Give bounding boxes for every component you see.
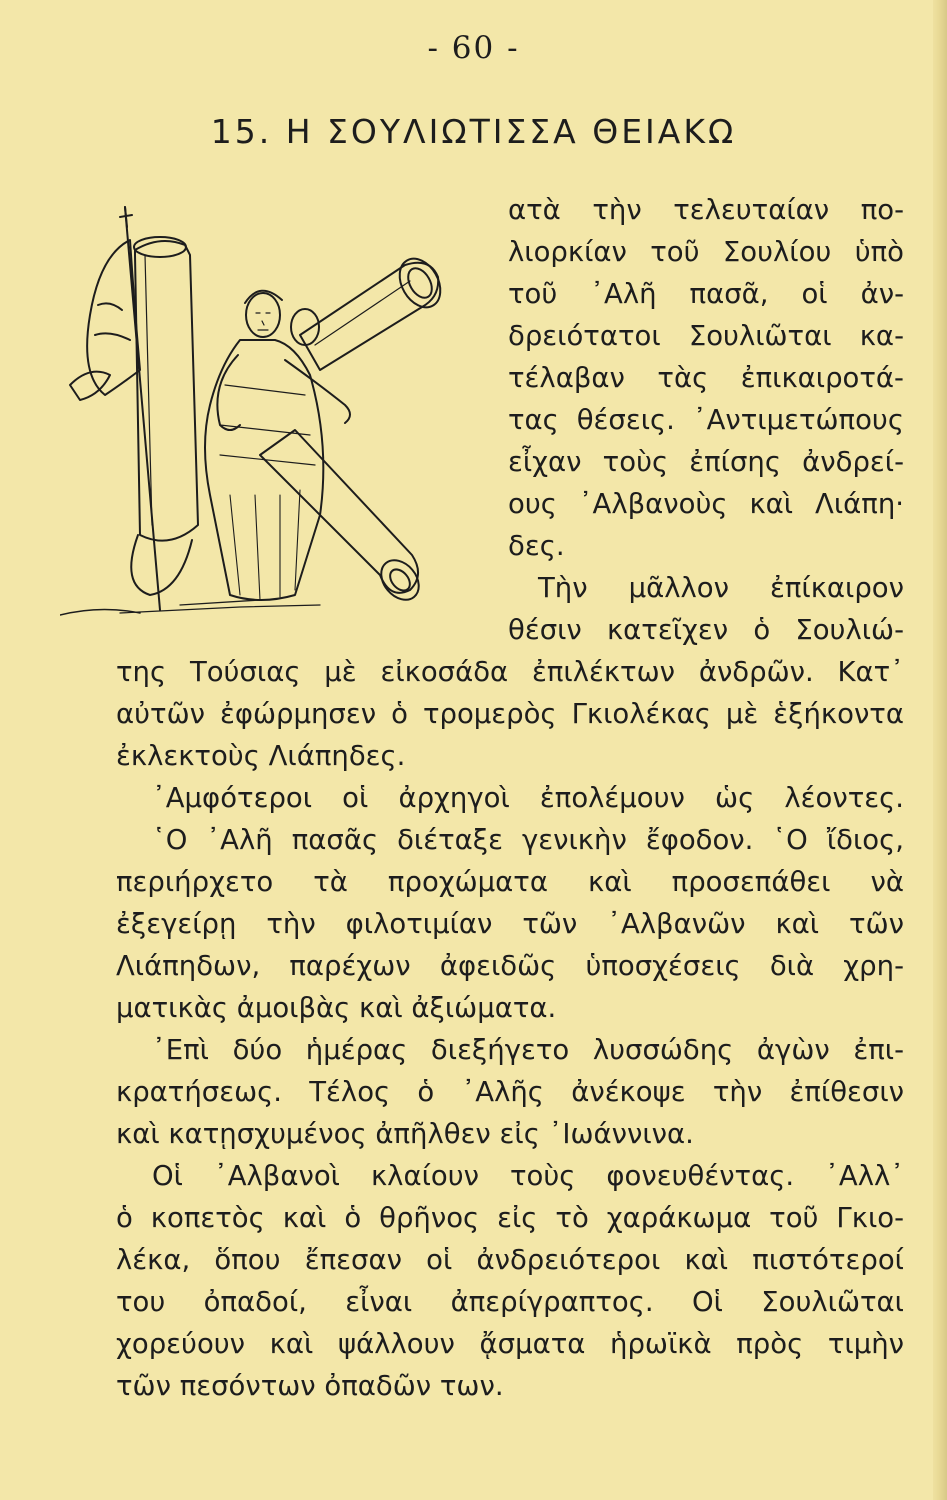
text-line: τας θέσεις. ᾿Αντιμετώπους	[508, 404, 904, 436]
text-line: τέλαβαν τὰς ἐπικαιροτά-	[508, 362, 904, 394]
text-line: Οἱ ᾿Αλβανοὶ κλαίουν τοὺς φονευθέντας. ᾿Αλλ᾿	[152, 1160, 904, 1192]
text-line: του ὀπαδοί, εἶναι ἀπερίγραπτος. Οἱ Σουλιῶται	[116, 1286, 904, 1318]
text-line: χορεύουν καὶ ψάλλουν ᾄσματα ἡρωϊκὰ πρὸς τιμὴν	[116, 1328, 904, 1360]
text-line: περιήρχετο τὰ προχώματα καὶ προσεπάθει νὰ	[116, 866, 904, 898]
text-line: ους ᾿Αλβανοὺς καὶ Λιάπη·	[508, 488, 904, 520]
text-line: ἐκλεκτοὺς Λιάπηδες.	[116, 740, 406, 772]
text-line: ἐξεγείρῃ τὴν φιλοτιμίαν τῶν ᾿Αλβανῶν καὶ τῶν	[116, 908, 904, 940]
text-line: ὁ κοπετὸς καὶ ὁ θρῆνος εἰς τὸ χαράκωμα τοῦ Γκιο-	[116, 1202, 904, 1234]
text-line: ῾Ο ᾿Αλῆ πασᾶς διέταξε γενικὴν ἔφοδον. ῾Ο ἴδιος,	[152, 824, 904, 856]
text-line: δες.	[508, 530, 565, 562]
text-line: τῶν πεσόντων ὀπαδῶν των.	[116, 1370, 504, 1402]
text-line: της Τούσιας μὲ εἰκοσάδα ἐπιλέκτων ἀνδρῶν. Κατ᾿	[116, 656, 904, 688]
chapter-title: 15. Η ΣΟΥΛΙΩΤΙΣΣΑ ΘΕΙΑΚΩ	[210, 112, 737, 151]
page-number: - 60 -	[427, 30, 520, 66]
text-line: θέσιν κατεῖχεν ὁ Σουλιώ-	[508, 614, 904, 646]
page-edge	[933, 0, 947, 1500]
text-line: λέκα, ὅπου ἔπεσαν οἱ ἀνδρειότεροι καὶ πιστότεροί	[116, 1244, 904, 1276]
text-line: εἶχαν τοὺς ἐπίσης ἀνδρεί-	[508, 446, 904, 478]
text-line: Τὴν μᾶλλον ἐπίκαιρον	[538, 572, 904, 604]
text-line: αὐτῶν ἐφώρμησεν ὁ τρομερὸς Γκιολέκας μὲ ἑξήκοντα	[116, 698, 904, 730]
drop-cap-k-illustration-icon	[60, 195, 500, 645]
text-line: Λιάπηδων, παρέχων ἀφειδῶς ὑποσχέσεις διὰ χρη-	[116, 950, 904, 982]
text-line: ματικὰς ἀμοιβὰς καὶ ἀξιώματα.	[116, 992, 557, 1024]
text-line: καὶ κατῃσχυμένος ἀπῆλθεν εἰς ᾿Ιωάννινα.	[116, 1118, 694, 1150]
text-line: ᾿Αμφότεροι οἱ ἀρχηγοὶ ἐπολέμουν ὡς λέοντες.	[152, 782, 904, 814]
text-line: ατὰ τὴν τελευταίαν πο-	[508, 194, 904, 226]
text-line: τοῦ ᾿Αλῆ πασᾶ, οἱ ἀν-	[508, 278, 904, 310]
text-line: δρειότατοι Σουλιῶται κα-	[508, 320, 904, 352]
text-line: κρατήσεως. Τέλος ὁ ᾿Αλῆς ἀνέκοψε τὴν ἐπίθεσιν	[116, 1076, 904, 1108]
text-line: ᾿Επὶ δύο ἡμέρας διεξήγετο λυσσώδης ἀγὼν ἐπι-	[152, 1034, 904, 1066]
text-line: λιορκίαν τοῦ Σουλίου ὑπὸ	[508, 236, 904, 268]
